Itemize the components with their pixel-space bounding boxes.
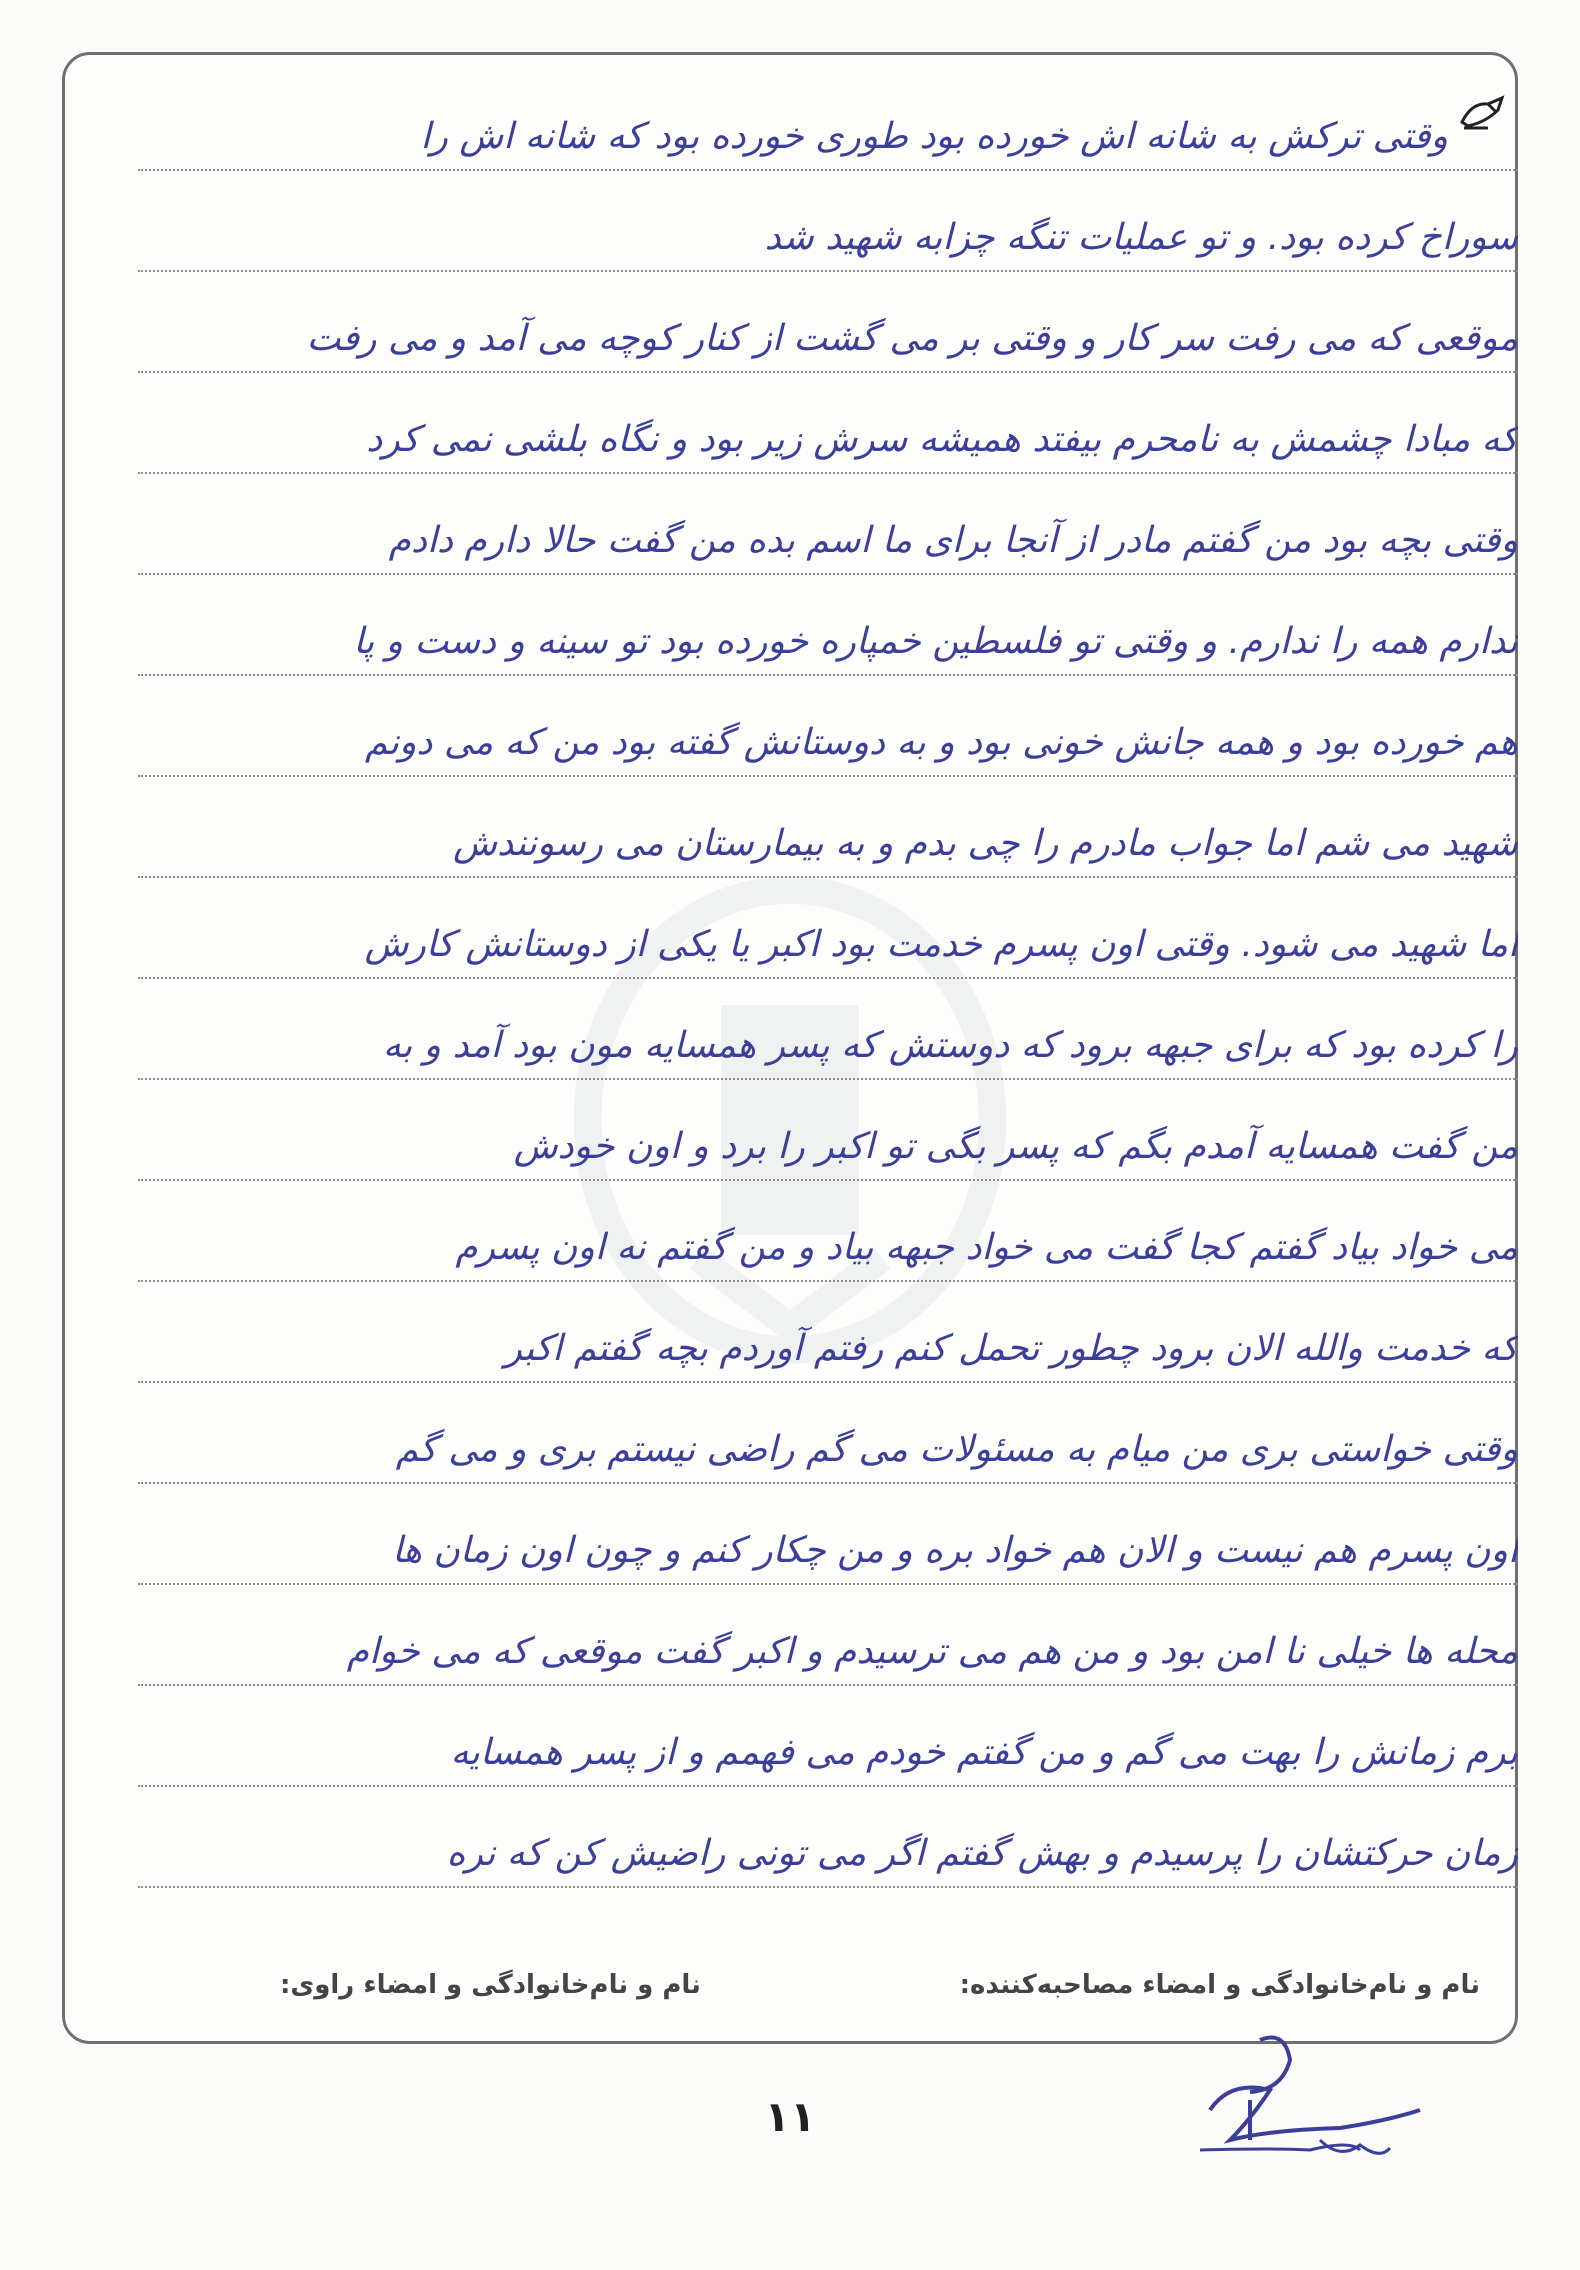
line-text: می خواد بیاد گفتم کجا گفت می خواد جبهه بیاد و من گفتم نه اون پسرم — [455, 1227, 1518, 1268]
text-line — [138, 979, 1518, 1080]
text-line — [138, 70, 1518, 171]
line-text: را کرده بود که برای جبهه برود که دوستش که پسر همسایه مون بود آمد و به — [382, 1025, 1518, 1066]
text-line — [138, 1585, 1518, 1686]
footer-labels — [100, 1970, 1480, 2010]
text-line — [138, 1282, 1518, 1383]
text-line — [138, 575, 1518, 676]
text-line — [138, 1383, 1518, 1484]
text-line — [138, 1484, 1518, 1585]
narrator-signature-label: نام و نام‌خانوادگی و امضاء راوی: — [280, 1970, 701, 2000]
line-text: اما شهید می شود. وقتی اون پسرم خدمت بود اکبر یا یکی از دوستانش کارش — [364, 924, 1518, 965]
text-line — [138, 878, 1518, 979]
text-line — [138, 1787, 1518, 1888]
text-line — [138, 676, 1518, 777]
text-line — [138, 1686, 1518, 1787]
line-text: زمان حرکتشان را پرسیدم و بهش گفتم اگر می تونی راضیش کن که نره — [446, 1833, 1518, 1874]
text-line — [138, 777, 1518, 878]
line-text: وقتی خواستی بری من میام به مسئولات می گم راضی نیستم بری و می گم — [395, 1429, 1518, 1470]
line-text: من گفت همسایه آمدم بگم که پسر بگی تو اکبر را برد و اون خودش — [513, 1126, 1518, 1167]
text-line — [138, 373, 1518, 474]
text-line — [138, 1181, 1518, 1282]
line-text: اون پسرم هم نیست و الان هم خواد بره و من چکار کنم و چون اون زمان ها — [392, 1530, 1518, 1571]
text-line — [138, 1080, 1518, 1181]
line-text: سوراخ کرده بود. و تو عملیات تنگه چزابه شهید شد — [764, 217, 1518, 258]
line-text: که مبادا چشمش به نامحرم بیفتد همیشه سرش زیر بود و نگاه بلشی نمی کرد — [366, 419, 1518, 460]
interviewer-signature-label: نام و نام‌خانوادگی و امضاء مصاحبه‌کننده: — [959, 1970, 1480, 2000]
line-text: برم زمانش را بهت می گم و من گفتم خودم می فهمم و از پسر همسایه — [450, 1732, 1518, 1773]
handwritten-signature — [1190, 2020, 1440, 2240]
line-text: که خدمت والله الان برود چطور تحمل کنم رفتم آوردم بچه گفتم اکبر — [504, 1328, 1518, 1369]
text-line — [138, 272, 1518, 373]
line-text: وقتی بچه بود من گفتم مادر از آنجا برای ما اسم بده من گفت حالا دارم دادم — [388, 520, 1518, 561]
text-line — [138, 474, 1518, 575]
line-text: محله ها خیلی نا امن بود و من هم می ترسیدم و اکبر گفت موقعی که می خوام — [346, 1631, 1518, 1672]
line-text: شهید می شم اما جواب مادرم را چی بدم و به بیمارستان می رسونندش — [453, 823, 1518, 864]
text-line — [138, 171, 1518, 272]
handwritten-text-block — [138, 70, 1518, 1888]
line-text: ندارم همه را ندارم. و وقتی تو فلسطین خمپاره خورده بود تو سینه و دست و پا — [353, 621, 1518, 662]
line-text: هم خورده بود و همه جانش خونی بود و به دوستانش گفته بود من که می دونم — [365, 722, 1518, 763]
page-number: ۱۱ — [764, 2092, 816, 2141]
line-text: وقتی ترکش به شانه اش خورده بود طوری خورده بود که شانه اش را — [420, 116, 1448, 157]
line-text: موقعی که می رفت سر کار و وقتی بر می گشت از کنار کوچه می آمد و می رفت — [306, 318, 1518, 359]
pen-writing-icon — [1458, 92, 1508, 132]
